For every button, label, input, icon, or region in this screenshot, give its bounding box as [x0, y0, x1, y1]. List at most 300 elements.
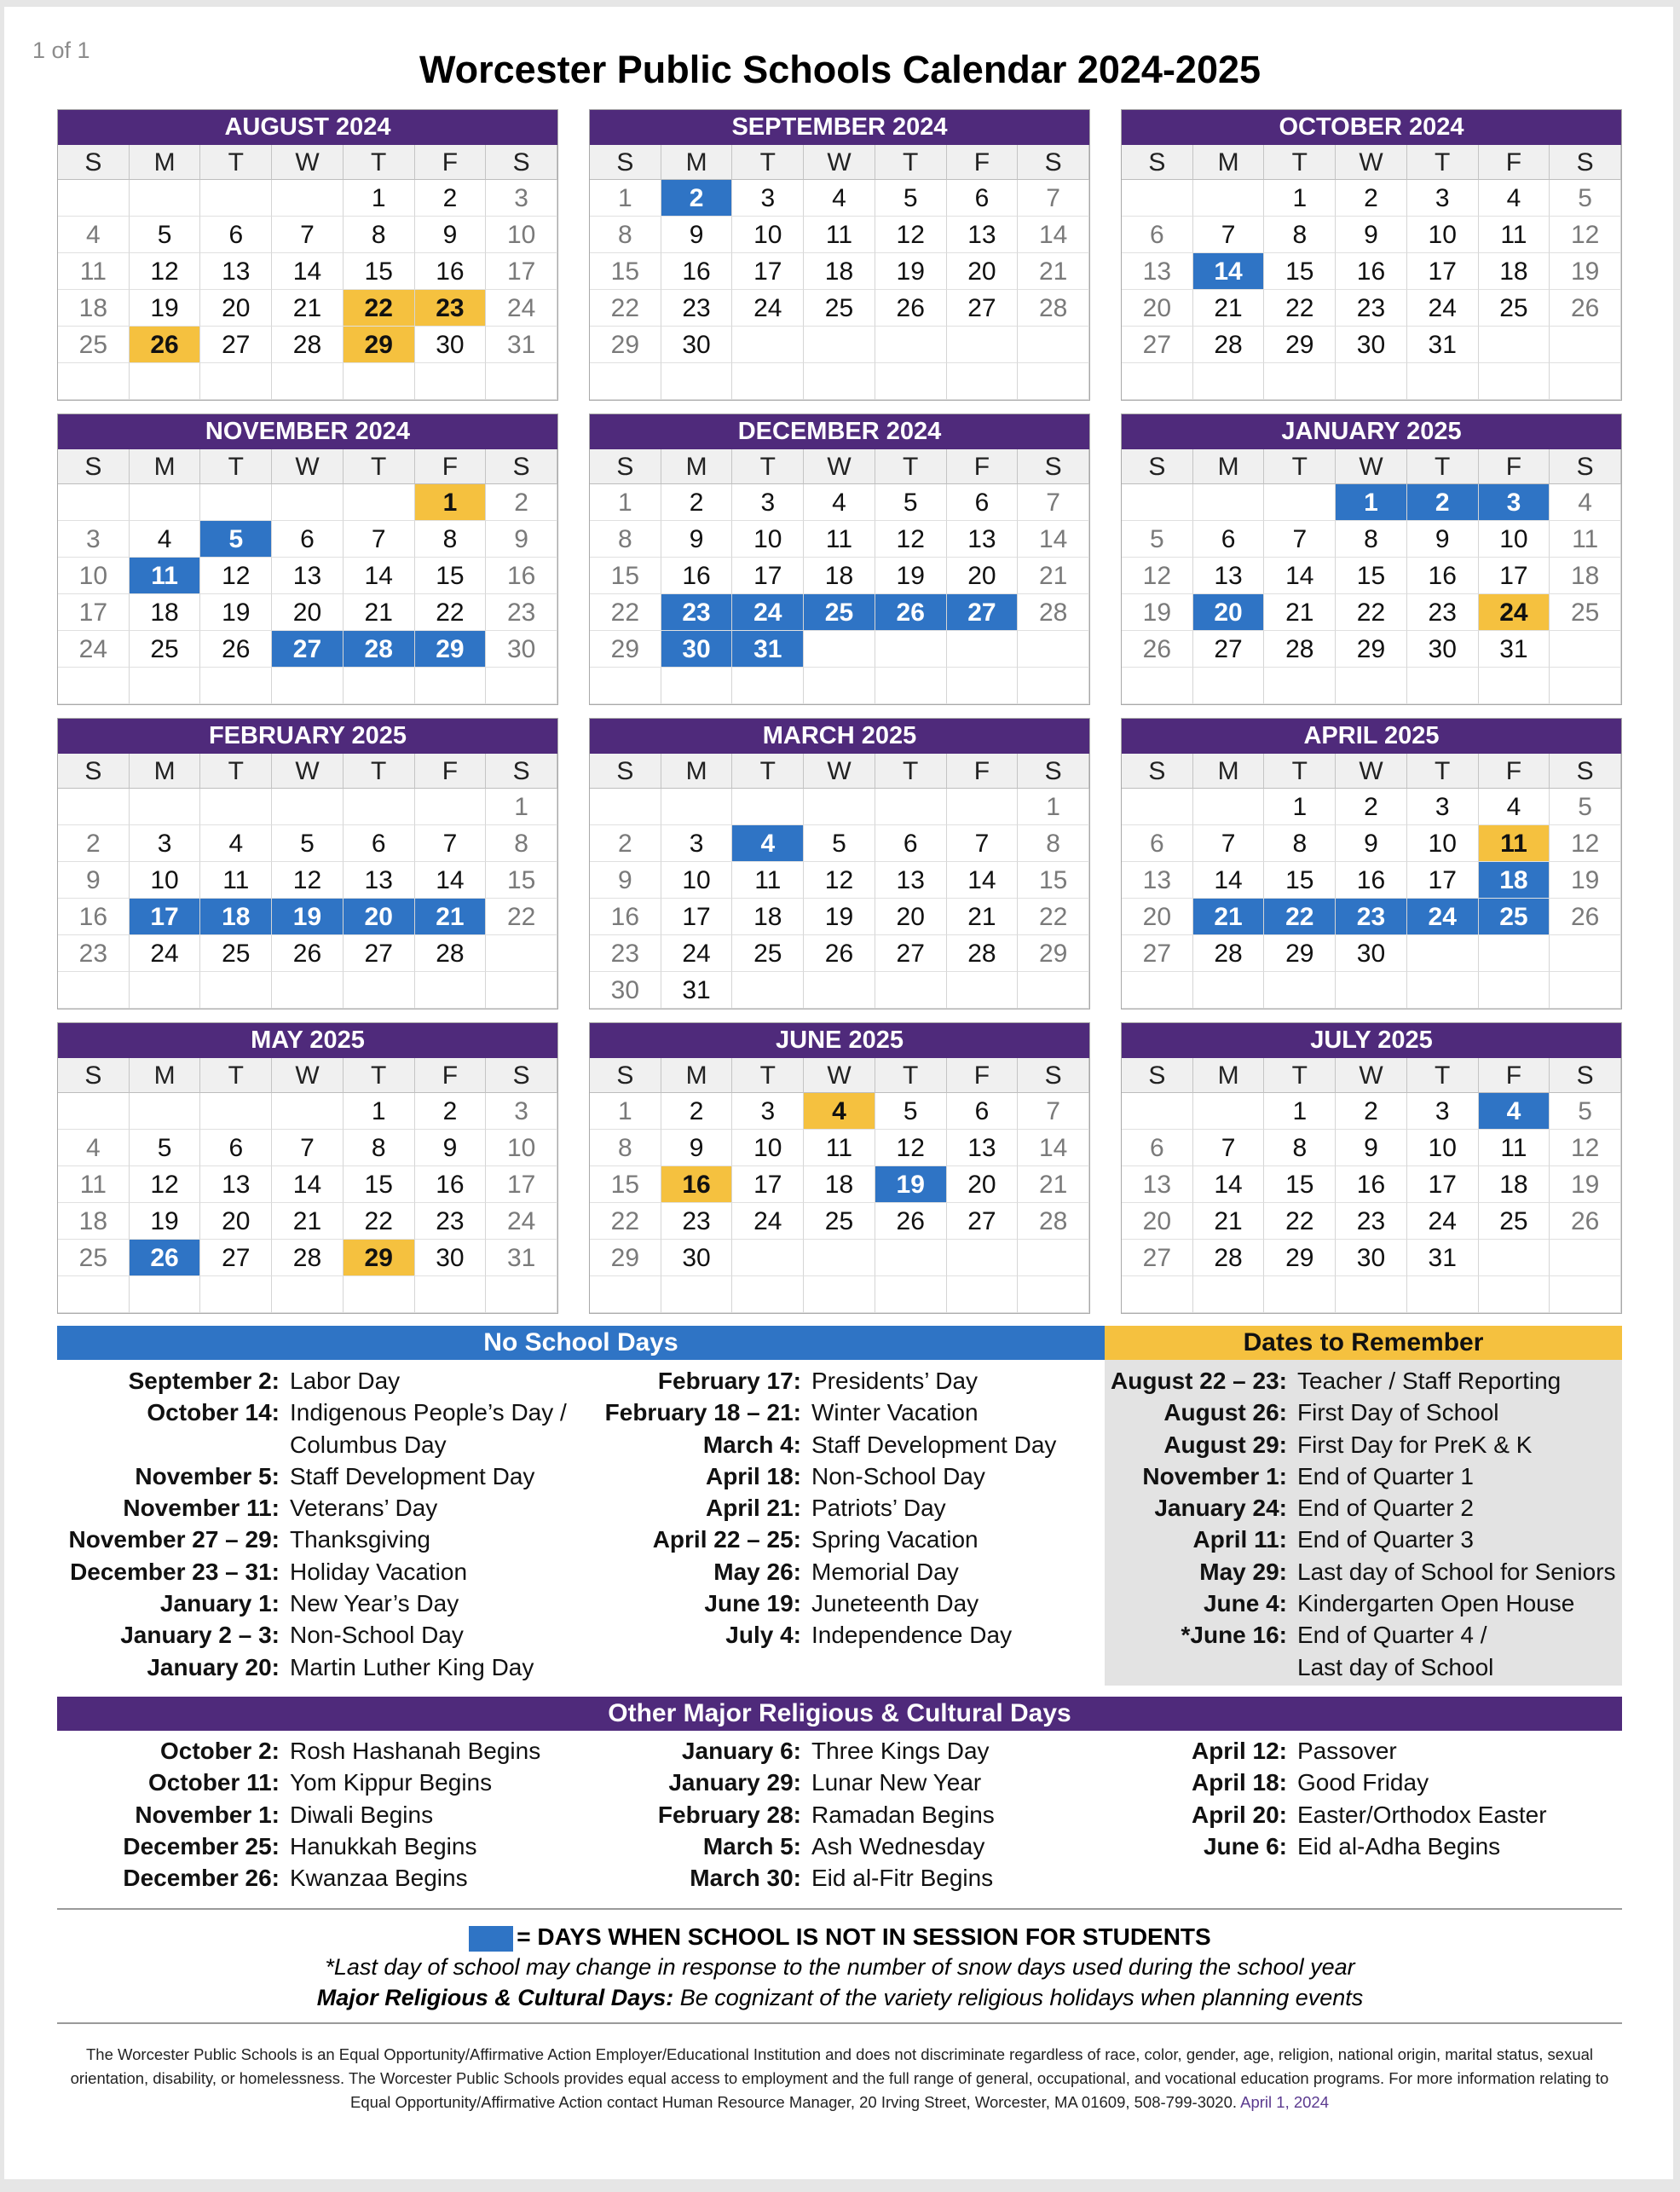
month-title: NOVEMBER 2024 [58, 414, 557, 449]
empty-cell [1479, 1276, 1550, 1313]
day-cell: 23 [58, 935, 130, 972]
weekday-label: W [1336, 1058, 1407, 1093]
list-item [60, 1588, 580, 1619]
item-date: May 26: [713, 1558, 801, 1585]
religious-list-1 [60, 1735, 580, 1894]
weekday-label: W [1336, 754, 1407, 789]
day-cell: 18 [58, 1203, 130, 1240]
day-cell: 8 [1264, 825, 1336, 862]
weekday-label: W [272, 754, 344, 789]
item-name: Teacher / Staff Reporting [1297, 1368, 1562, 1394]
empty-cell [732, 327, 804, 363]
empty-cell [1122, 484, 1193, 521]
empty-cell [661, 668, 733, 704]
weekday-label: T [875, 1058, 947, 1093]
month-title: JANUARY 2025 [1122, 414, 1621, 449]
day-cell: 8 [1018, 825, 1089, 862]
day-cell: 20 [200, 290, 272, 327]
day-cell: 12 [804, 862, 875, 899]
list-item [1108, 1619, 1621, 1651]
day-cell: 27 [200, 327, 272, 363]
day-cell: 27 [200, 1240, 272, 1276]
empty-cell [875, 1240, 947, 1276]
weekday-label: T [875, 449, 947, 484]
empty-cell [1264, 972, 1336, 1009]
weekday-label: F [415, 449, 487, 484]
day-cell: 6 [1122, 825, 1193, 862]
empty-cell [200, 789, 272, 825]
item-date: April 18: [1191, 1769, 1287, 1796]
day-cell: 14 [1193, 1166, 1265, 1203]
item-date: February 28: [657, 1801, 801, 1828]
day-cell: 8 [415, 521, 487, 558]
day-cell: 11 [804, 217, 875, 253]
empty-cell [947, 1240, 1019, 1276]
list-item [1108, 1735, 1621, 1767]
day-cell: 13 [875, 862, 947, 899]
empty-cell [1018, 631, 1089, 668]
item-name: Last day of School for Seniors [1297, 1558, 1616, 1585]
day-cell: 5 [1122, 521, 1193, 558]
empty-cell [947, 789, 1019, 825]
list-item [60, 1767, 580, 1798]
day-cell: 11 [200, 862, 272, 899]
day-cell: 21 [1018, 558, 1089, 594]
day-cell: 13 [200, 1166, 272, 1203]
empty-cell [130, 972, 201, 1009]
day-cell: 2 [415, 180, 487, 217]
day-cell: 3 [732, 1093, 804, 1130]
day-cell: 6 [947, 1093, 1019, 1130]
day-cell: 24 [58, 631, 130, 668]
day-cell: 23 [1336, 290, 1407, 327]
day-cell: 7 [1018, 180, 1089, 217]
day-cell: 14 [272, 1166, 344, 1203]
item-name: Non-School Day [811, 1462, 985, 1489]
day-cell: 7 [415, 825, 487, 862]
empty-cell [415, 668, 487, 704]
item-name: Ash Wednesday [811, 1832, 985, 1859]
weekday-label: W [272, 449, 344, 484]
weekday-label: T [1264, 145, 1336, 180]
list-item [1108, 1831, 1621, 1862]
month-title: SEPTEMBER 2024 [590, 110, 1089, 145]
item-name: First Day for PreK & K [1297, 1431, 1533, 1458]
empty-cell [415, 1276, 487, 1313]
weekday-label: S [58, 145, 130, 180]
empty-cell [804, 668, 875, 704]
empty-cell [804, 1276, 875, 1313]
day-cell: 14 [1193, 253, 1265, 290]
list-item [1108, 1767, 1621, 1798]
item-name: Hanukkah Begins [290, 1832, 477, 1859]
day-cell: 15 [1336, 558, 1407, 594]
day-cell: 31 [1479, 631, 1550, 668]
day-cell: 23 [1336, 1203, 1407, 1240]
day-cell: 13 [947, 1130, 1019, 1166]
day-cell: 5 [200, 521, 272, 558]
empty-cell [272, 484, 344, 521]
item-name: Staff Development Day [811, 1431, 1057, 1458]
item-name: Non-School Day [290, 1622, 464, 1649]
empty-cell [1407, 1276, 1479, 1313]
day-cell: 4 [58, 217, 130, 253]
divider-2 [57, 2022, 1622, 2024]
day-cell: 7 [1018, 1093, 1089, 1130]
day-cell: 29 [1264, 327, 1336, 363]
day-cell: 26 [1550, 290, 1621, 327]
item-date: February 18 – 21: [604, 1399, 801, 1426]
day-cell: 10 [1407, 1130, 1479, 1166]
day-cell: 25 [1550, 594, 1621, 631]
empty-cell [875, 363, 947, 400]
weekday-label: W [272, 1058, 344, 1093]
empty-cell [1122, 1276, 1193, 1313]
page-title: Worcester Public Schools Calendar 2024-2025 [419, 48, 1261, 91]
item-date: January 2 – 3: [120, 1622, 280, 1649]
religious-note-label: Major Religious & Cultural Days: [316, 1985, 674, 2010]
day-cell: 18 [804, 253, 875, 290]
item-date: January 20: [147, 1653, 280, 1680]
list-item [1108, 1651, 1621, 1683]
empty-cell [58, 363, 130, 400]
day-cell: 17 [130, 899, 201, 935]
day-cell: 2 [58, 825, 130, 862]
empty-cell [1018, 327, 1089, 363]
day-cell: 14 [415, 862, 487, 899]
weekday-label: M [1193, 145, 1265, 180]
day-cell: 27 [272, 631, 344, 668]
empty-cell [344, 789, 415, 825]
list-item [588, 1799, 1101, 1831]
list-item [588, 1556, 1101, 1588]
weekday-label: M [661, 145, 733, 180]
day-cell: 19 [272, 899, 344, 935]
day-cell: 25 [200, 935, 272, 972]
empty-cell [1550, 668, 1621, 704]
day-cell: 15 [1264, 862, 1336, 899]
weekday-label: S [1550, 1058, 1621, 1093]
empty-cell [947, 631, 1019, 668]
day-cell: 25 [1479, 899, 1550, 935]
empty-cell [415, 789, 487, 825]
day-cell: 26 [1122, 631, 1193, 668]
day-cell: 13 [947, 521, 1019, 558]
empty-cell [272, 1093, 344, 1130]
item-date: April 11: [1192, 1526, 1287, 1553]
item-date: March 30: [690, 1865, 801, 1892]
weekday-label: T [1407, 449, 1479, 484]
item-date: June 6: [1203, 1832, 1287, 1859]
day-cell: 10 [486, 217, 557, 253]
day-cell: 30 [486, 631, 557, 668]
weekday-label: T [1407, 1058, 1479, 1093]
empty-cell [590, 363, 661, 400]
item-date: October 2: [159, 1738, 280, 1764]
day-cell: 21 [344, 594, 415, 631]
day-cell: 21 [1018, 253, 1089, 290]
day-cell: 14 [1193, 862, 1265, 899]
list-item [60, 1365, 580, 1397]
empty-cell [1407, 363, 1479, 400]
empty-cell [415, 972, 487, 1009]
weekday-label: S [58, 1058, 130, 1093]
day-cell: 18 [1479, 1166, 1550, 1203]
month-september-2024 [589, 109, 1090, 401]
day-cell: 21 [1018, 1166, 1089, 1203]
weekday-label: S [590, 754, 661, 789]
empty-cell [732, 789, 804, 825]
empty-cell [1122, 972, 1193, 1009]
weekday-label: T [1264, 754, 1336, 789]
day-cell: 17 [732, 1166, 804, 1203]
day-cell: 27 [1122, 327, 1193, 363]
day-cell: 6 [947, 180, 1019, 217]
empty-cell [1264, 668, 1336, 704]
day-cell: 22 [1264, 290, 1336, 327]
empty-cell [130, 789, 201, 825]
empty-cell [272, 180, 344, 217]
day-cell: 10 [130, 862, 201, 899]
day-cell: 26 [130, 327, 201, 363]
day-cell: 2 [1336, 180, 1407, 217]
empty-cell [344, 1276, 415, 1313]
day-cell: 22 [344, 1203, 415, 1240]
day-cell: 5 [1550, 789, 1621, 825]
empty-cell [130, 1276, 201, 1313]
weekday-label: M [1193, 1058, 1265, 1093]
empty-cell [804, 631, 875, 668]
day-cell: 21 [272, 290, 344, 327]
day-cell: 20 [272, 594, 344, 631]
list-item [1108, 1460, 1621, 1492]
day-cell: 7 [947, 825, 1019, 862]
day-cell: 27 [947, 290, 1019, 327]
day-cell: 11 [1479, 825, 1550, 862]
empty-cell [1193, 484, 1265, 521]
day-cell: 11 [804, 1130, 875, 1166]
month-title: MARCH 2025 [590, 719, 1089, 754]
list-item [60, 1524, 580, 1555]
day-cell: 9 [415, 1130, 487, 1166]
item-name: Kwanzaa Begins [290, 1865, 468, 1892]
empty-cell [1336, 972, 1407, 1009]
empty-cell [130, 1093, 201, 1130]
empty-cell [1479, 1240, 1550, 1276]
weekday-label: T [732, 145, 804, 180]
day-cell: 16 [1336, 862, 1407, 899]
empty-cell [200, 484, 272, 521]
weekday-label: S [1018, 1058, 1089, 1093]
day-cell: 18 [58, 290, 130, 327]
day-cell: 30 [590, 972, 661, 1009]
day-cell: 16 [58, 899, 130, 935]
empty-cell [1550, 631, 1621, 668]
day-cell: 1 [1264, 180, 1336, 217]
weekday-label: M [130, 1058, 201, 1093]
day-cell: 23 [1407, 594, 1479, 631]
item-name: First Day of School [1297, 1399, 1499, 1426]
day-cell: 30 [661, 631, 733, 668]
day-cell: 28 [415, 935, 487, 972]
day-cell: 6 [1122, 1130, 1193, 1166]
item-name: Three Kings Day [811, 1738, 990, 1764]
day-cell: 6 [200, 217, 272, 253]
day-cell: 4 [804, 484, 875, 521]
day-cell: 18 [1550, 558, 1621, 594]
list-item [588, 1460, 1101, 1492]
day-cell: 8 [590, 521, 661, 558]
day-cell: 20 [344, 899, 415, 935]
weekday-label: S [58, 449, 130, 484]
item-date: October 11: [147, 1769, 280, 1796]
item-date: December 25: [123, 1832, 280, 1859]
day-cell: 3 [1479, 484, 1550, 521]
day-cell: 20 [947, 253, 1019, 290]
day-cell: 5 [130, 217, 201, 253]
item-date: April 20: [1191, 1801, 1287, 1828]
day-cell: 3 [732, 180, 804, 217]
day-cell: 3 [1407, 789, 1479, 825]
day-cell: 3 [732, 484, 804, 521]
day-cell: 6 [200, 1130, 272, 1166]
weekday-label: F [1479, 145, 1550, 180]
empty-cell [1193, 789, 1265, 825]
snow-day-note: *Last day of school may change in response to the number of snow days used during the school year [325, 1954, 1355, 1980]
day-cell: 3 [486, 180, 557, 217]
day-cell: 10 [1407, 217, 1479, 253]
no-school-list-right [588, 1365, 1101, 1651]
day-cell: 19 [130, 1203, 201, 1240]
day-cell: 4 [1479, 180, 1550, 217]
item-date: August 29: [1163, 1431, 1287, 1458]
empty-cell [200, 668, 272, 704]
empty-cell [1336, 1276, 1407, 1313]
day-cell: 25 [804, 594, 875, 631]
day-cell: 3 [1407, 1093, 1479, 1130]
day-cell: 5 [1550, 180, 1621, 217]
day-cell: 9 [1336, 217, 1407, 253]
list-item [588, 1365, 1101, 1397]
day-cell: 11 [130, 558, 201, 594]
day-cell: 21 [1193, 899, 1265, 935]
day-cell: 26 [1550, 899, 1621, 935]
day-cell: 8 [344, 217, 415, 253]
day-cell: 12 [1550, 1130, 1621, 1166]
day-cell: 22 [590, 1203, 661, 1240]
item-date [1108, 1651, 1297, 1683]
month-october-2024 [1121, 109, 1622, 401]
day-cell: 13 [1122, 1166, 1193, 1203]
item-name: Eid al-Adha Begins [1297, 1832, 1501, 1859]
list-item [588, 1397, 1101, 1428]
item-name: Spring Vacation [811, 1526, 979, 1553]
weekday-label: T [200, 754, 272, 789]
weekday-label: S [1122, 145, 1193, 180]
religious-note-text: Be cognizant of the variety religious holidays when planning events [673, 1985, 1364, 2010]
weekday-label: M [1193, 754, 1265, 789]
day-cell: 8 [1264, 1130, 1336, 1166]
day-cell: 25 [58, 327, 130, 363]
empty-cell [130, 363, 201, 400]
empty-cell [875, 972, 947, 1009]
empty-cell [661, 363, 733, 400]
item-date: August 22 – 23: [1111, 1368, 1287, 1394]
day-cell: 22 [590, 290, 661, 327]
day-cell: 5 [272, 825, 344, 862]
weekday-label: F [947, 449, 1019, 484]
empty-cell [1122, 363, 1193, 400]
day-cell: 14 [1264, 558, 1336, 594]
day-cell: 16 [1336, 253, 1407, 290]
day-cell: 28 [272, 327, 344, 363]
day-cell: 28 [1193, 1240, 1265, 1276]
day-cell: 26 [875, 1203, 947, 1240]
day-cell: 30 [661, 1240, 733, 1276]
day-cell: 1 [1018, 789, 1089, 825]
weekday-label: T [732, 1058, 804, 1093]
no-school-header: No School Days [57, 1326, 1105, 1360]
empty-cell [1407, 668, 1479, 704]
day-cell: 16 [661, 558, 733, 594]
day-cell: 7 [1193, 217, 1265, 253]
day-cell: 22 [1018, 899, 1089, 935]
empty-cell [486, 668, 557, 704]
item-date: February 17: [657, 1368, 801, 1394]
day-cell: 2 [661, 484, 733, 521]
day-cell: 20 [947, 558, 1019, 594]
day-cell: 23 [661, 1203, 733, 1240]
empty-cell [486, 1276, 557, 1313]
day-cell: 24 [130, 935, 201, 972]
day-cell: 27 [344, 935, 415, 972]
day-cell: 22 [415, 594, 487, 631]
day-cell: 26 [875, 290, 947, 327]
day-cell: 23 [661, 594, 733, 631]
day-cell: 15 [486, 862, 557, 899]
day-cell: 1 [486, 789, 557, 825]
eeo-footer [60, 2043, 1619, 2114]
day-cell: 1 [1264, 789, 1336, 825]
day-cell: 7 [272, 217, 344, 253]
empty-cell [1479, 972, 1550, 1009]
empty-cell [58, 484, 130, 521]
weekday-label: S [486, 1058, 557, 1093]
day-cell: 25 [732, 935, 804, 972]
empty-cell [58, 180, 130, 217]
day-cell: 9 [486, 521, 557, 558]
list-item [60, 1862, 580, 1894]
day-cell: 30 [661, 327, 733, 363]
day-cell: 12 [200, 558, 272, 594]
day-cell: 23 [661, 290, 733, 327]
list-item [1108, 1799, 1621, 1831]
empty-cell [1264, 484, 1336, 521]
day-cell: 18 [804, 558, 875, 594]
list-item [1108, 1429, 1621, 1460]
day-cell: 31 [1407, 1240, 1479, 1276]
day-cell: 30 [1336, 935, 1407, 972]
weekday-label: S [1018, 754, 1089, 789]
weekday-label: M [130, 145, 201, 180]
empty-cell [804, 363, 875, 400]
empty-cell [804, 972, 875, 1009]
day-cell: 12 [875, 521, 947, 558]
empty-cell [1550, 972, 1621, 1009]
day-cell: 13 [1122, 253, 1193, 290]
day-cell: 20 [200, 1203, 272, 1240]
day-cell: 28 [272, 1240, 344, 1276]
